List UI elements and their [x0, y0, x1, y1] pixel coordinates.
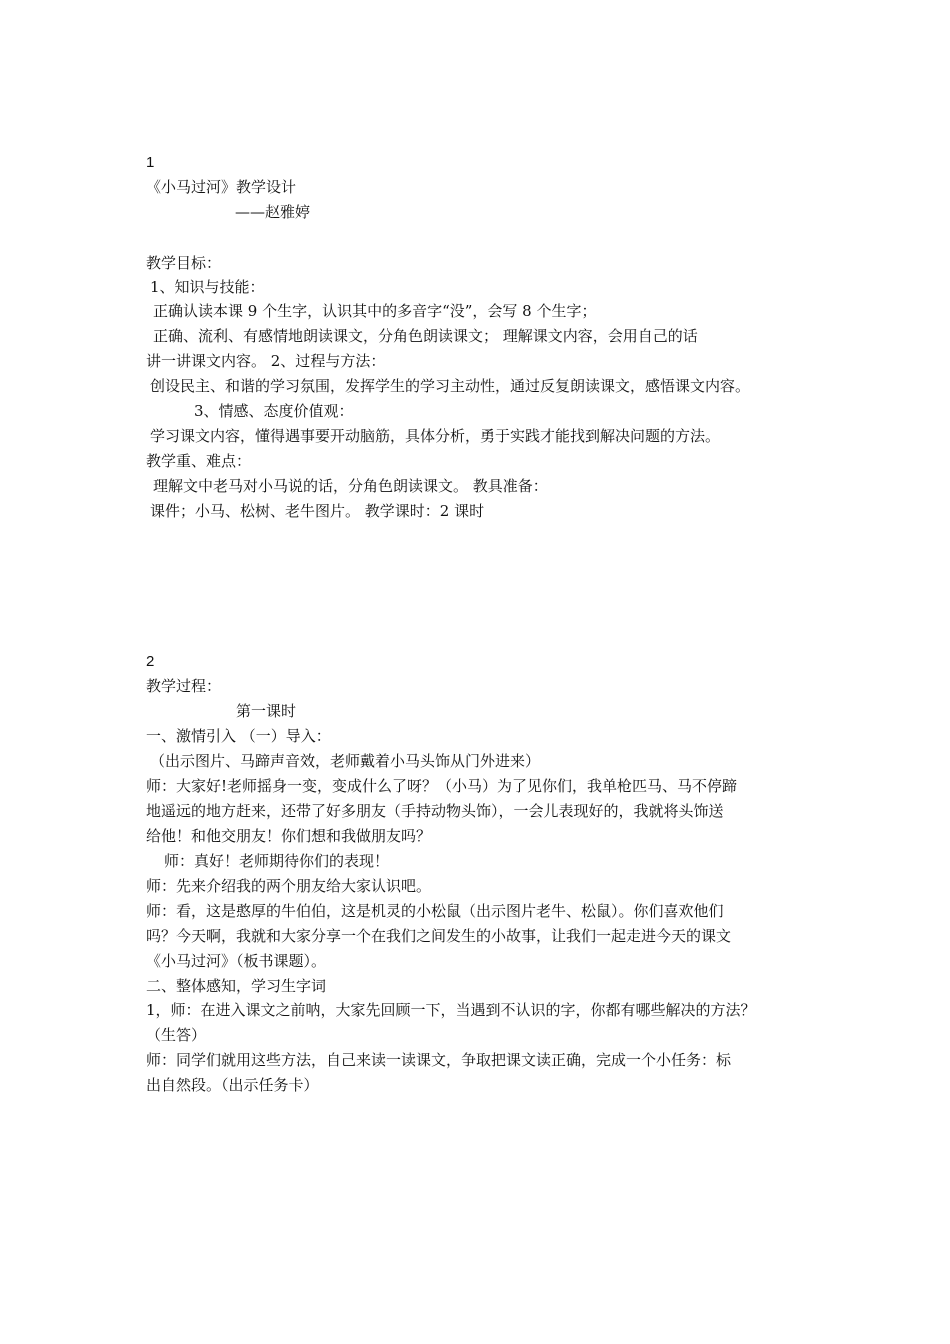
teacher-line-1b: 地遥远的地方赶来，还带了好多朋友（手持动物头饰），一会儿表现好的，我就将头饰送 — [146, 802, 724, 820]
stage-direction: （出示图片、马蹄声音效，老师戴着小马头饰从门外进来） — [150, 752, 541, 770]
section-2-heading: 二、整体感知，学习生字词 — [146, 977, 327, 995]
section-1-line: 一、激情引入 （一）导入： — [146, 727, 331, 745]
teacher-line-1a: 师：大家好!老师摇身一变，变成什么了呀？（小马）为了见你们，我单枪匹马、马不停蹄 — [146, 777, 738, 795]
teacher-line-5b: 出自然段。（出示任务卡） — [146, 1076, 319, 1094]
objective-1-heading: 1、知识与技能： — [150, 278, 265, 296]
teacher-line-3: 师：先来介绍我的两个朋友给大家认识吧。 — [146, 877, 432, 895]
process-heading: 教学过程： — [146, 677, 222, 695]
objective-1-line-3: 讲一讲课文内容。 2、过程与方法： — [146, 352, 386, 370]
question-1-line-2: （生答） — [146, 1026, 207, 1044]
teacher-line-1c: 给他！和他交朋友！你们想和我做朋友吗？ — [146, 827, 432, 845]
objective-3-heading: 3、情感、态度价值观： — [194, 402, 354, 420]
materials-line: 课件；小马、松树、老牛图片。 教学课时：2 课时 — [150, 502, 485, 520]
page-number-2: 2 — [146, 653, 155, 670]
objective-1-line-2: 正确、流利、有感情地朗读课文，分角色朗读课文； 理解课文内容，会用自己的话 — [153, 327, 698, 345]
teacher-line-4c: 《小马过河》（板书课题）。 — [146, 952, 327, 970]
teacher-line-5a: 师：同学们就用这些方法，自己来读一读课文，争取把课文读正确，完成一个小任务：标 — [146, 1051, 732, 1069]
teacher-line-4b: 吗？今天啊，我就和大家分享一个在我们之间发生的小故事，让我们一起走进今天的课文 — [146, 927, 732, 945]
teacher-line-2: 师：真好！老师期待你们的表现！ — [164, 852, 390, 870]
document-title: 《小马过河》教学设计 — [146, 178, 297, 196]
keypoints-heading: 教学重、难点： — [146, 452, 252, 470]
question-1-line-1: 1，师：在进入课文之前呐，大家先回顾一下，当遇到不认识的字，你都有哪些解决的方法？ — [146, 1001, 756, 1019]
author-line: ——赵雅婷 — [235, 203, 311, 221]
lesson-heading: 第一课时 — [236, 702, 297, 720]
page-number-1: 1 — [146, 154, 155, 171]
objective-3-line: 学习课文内容，懂得遇事要开动脑筋，具体分析，勇于实践才能找到解决问题的方法。 — [150, 427, 721, 445]
objective-2-line: 创设民主、和谐的学习氛围，发挥学生的学习主动性，通过反复朗读课文，感悟课文内容。 — [150, 377, 751, 395]
objective-1-line-1: 正确认读本课 9 个生字，认识其中的多音字“没”，会写 8 个生字； — [153, 302, 597, 320]
teacher-line-4a: 师：看，这是憨厚的牛伯伯，这是机灵的小松鼠（出示图片老牛、松鼠）。你们喜欢他们 — [146, 902, 724, 920]
objectives-heading: 教学目标： — [146, 254, 222, 272]
keypoints-line: 理解文中老马对小马说的话，分角色朗读课文。 教具准备： — [153, 477, 548, 495]
